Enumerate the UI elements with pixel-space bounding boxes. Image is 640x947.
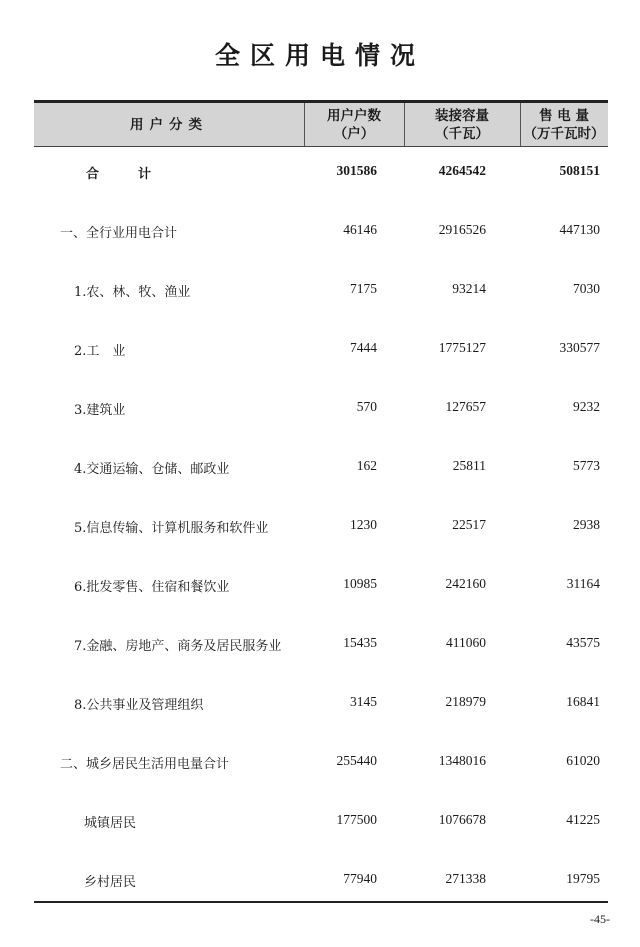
table-row [34,517,608,539]
row-users: 162 [356,458,377,473]
row-sales: 7030 [573,281,600,296]
row-label: 8.公共事业及管理组织 [74,698,204,713]
header-users-label: 用户户数 [327,107,381,124]
row-sales: 330577 [559,340,600,355]
row-sales: 61020 [566,753,600,768]
header-category-label: 用户分类 [130,116,208,133]
row-sales: 508151 [559,163,600,178]
row-capacity: 22517 [452,517,486,532]
row-users: 570 [356,399,377,414]
table-row [34,871,608,893]
row-capacity: 1775127 [438,340,486,355]
row-sales: 447130 [559,222,600,237]
row-label: 1.农、林、牧、渔业 [74,285,191,300]
row-sales: 41225 [566,812,600,827]
row-label: 6.批发零售、住宿和餐饮业 [74,580,230,595]
row-label: 一、全行业用电合计 [60,226,178,241]
table-row-total [34,163,608,185]
header-capacity-label: 装接容量 [435,107,489,124]
row-capacity: 1076678 [438,812,486,827]
row-users: 3145 [350,694,377,709]
row-sales: 16841 [566,694,600,709]
header-category [34,103,304,146]
row-label: 5.信息传输、计算机服务和软件业 [74,521,269,536]
row-capacity: 4264542 [438,163,486,178]
table-bottom-rule [34,901,608,903]
table-row [34,281,608,303]
row-users: 301586 [336,163,377,178]
table-row [34,753,608,775]
row-label: 合 计 [86,167,152,182]
row-users: 7175 [350,281,377,296]
row-sales: 19795 [566,871,600,886]
row-sales: 43575 [566,635,600,650]
table-row [34,399,608,421]
row-sales: 5773 [573,458,600,473]
row-label: 城镇居民 [84,816,137,831]
row-label: 3.建筑业 [74,403,126,418]
row-capacity: 271338 [445,871,486,886]
page-title: 全区用电情况 [214,41,425,70]
row-capacity: 242160 [445,576,486,591]
row-label: 4.交通运输、仓储、邮政业 [74,462,230,477]
row-capacity: 411060 [446,635,486,650]
header-capacity-unit: （千瓦） [435,125,489,142]
header-sales [520,103,608,146]
row-capacity: 93214 [452,281,486,296]
row-users: 177500 [336,812,377,827]
row-label: 乡村居民 [84,875,137,890]
row-users: 46146 [343,222,377,237]
row-users: 77940 [343,871,377,886]
table-header [34,103,608,147]
table-row [34,635,608,657]
row-capacity: 1348016 [438,753,486,768]
table-row [34,458,608,480]
header-capacity [404,103,520,146]
header-users-unit: （户） [333,125,375,142]
row-users: 15435 [343,635,377,650]
row-capacity: 218979 [445,694,486,709]
row-capacity: 25811 [452,458,486,473]
row-capacity: 2916526 [438,222,486,237]
header-users [304,103,404,146]
row-label: 2.工 业 [74,344,126,359]
row-users: 255440 [336,753,377,768]
row-users: 7444 [350,340,377,355]
row-users: 1230 [350,517,377,532]
page-number: -45- [590,912,610,926]
row-users: 10985 [343,576,377,591]
row-label: 7.金融、房地产、商务及居民服务业 [74,639,282,654]
row-sales: 9232 [573,399,600,414]
table-row [34,812,608,834]
header-sales-unit: （万千瓦时） [523,125,605,142]
table-row [34,222,608,244]
table-row [34,340,608,362]
header-sales-label: 售 电 量 [539,107,589,124]
row-capacity: 127657 [445,399,486,414]
row-sales: 31164 [566,576,600,591]
table-row [34,576,608,598]
row-label: 二、城乡居民生活用电量合计 [60,757,230,772]
row-sales: 2938 [573,517,600,532]
table-row [34,694,608,716]
